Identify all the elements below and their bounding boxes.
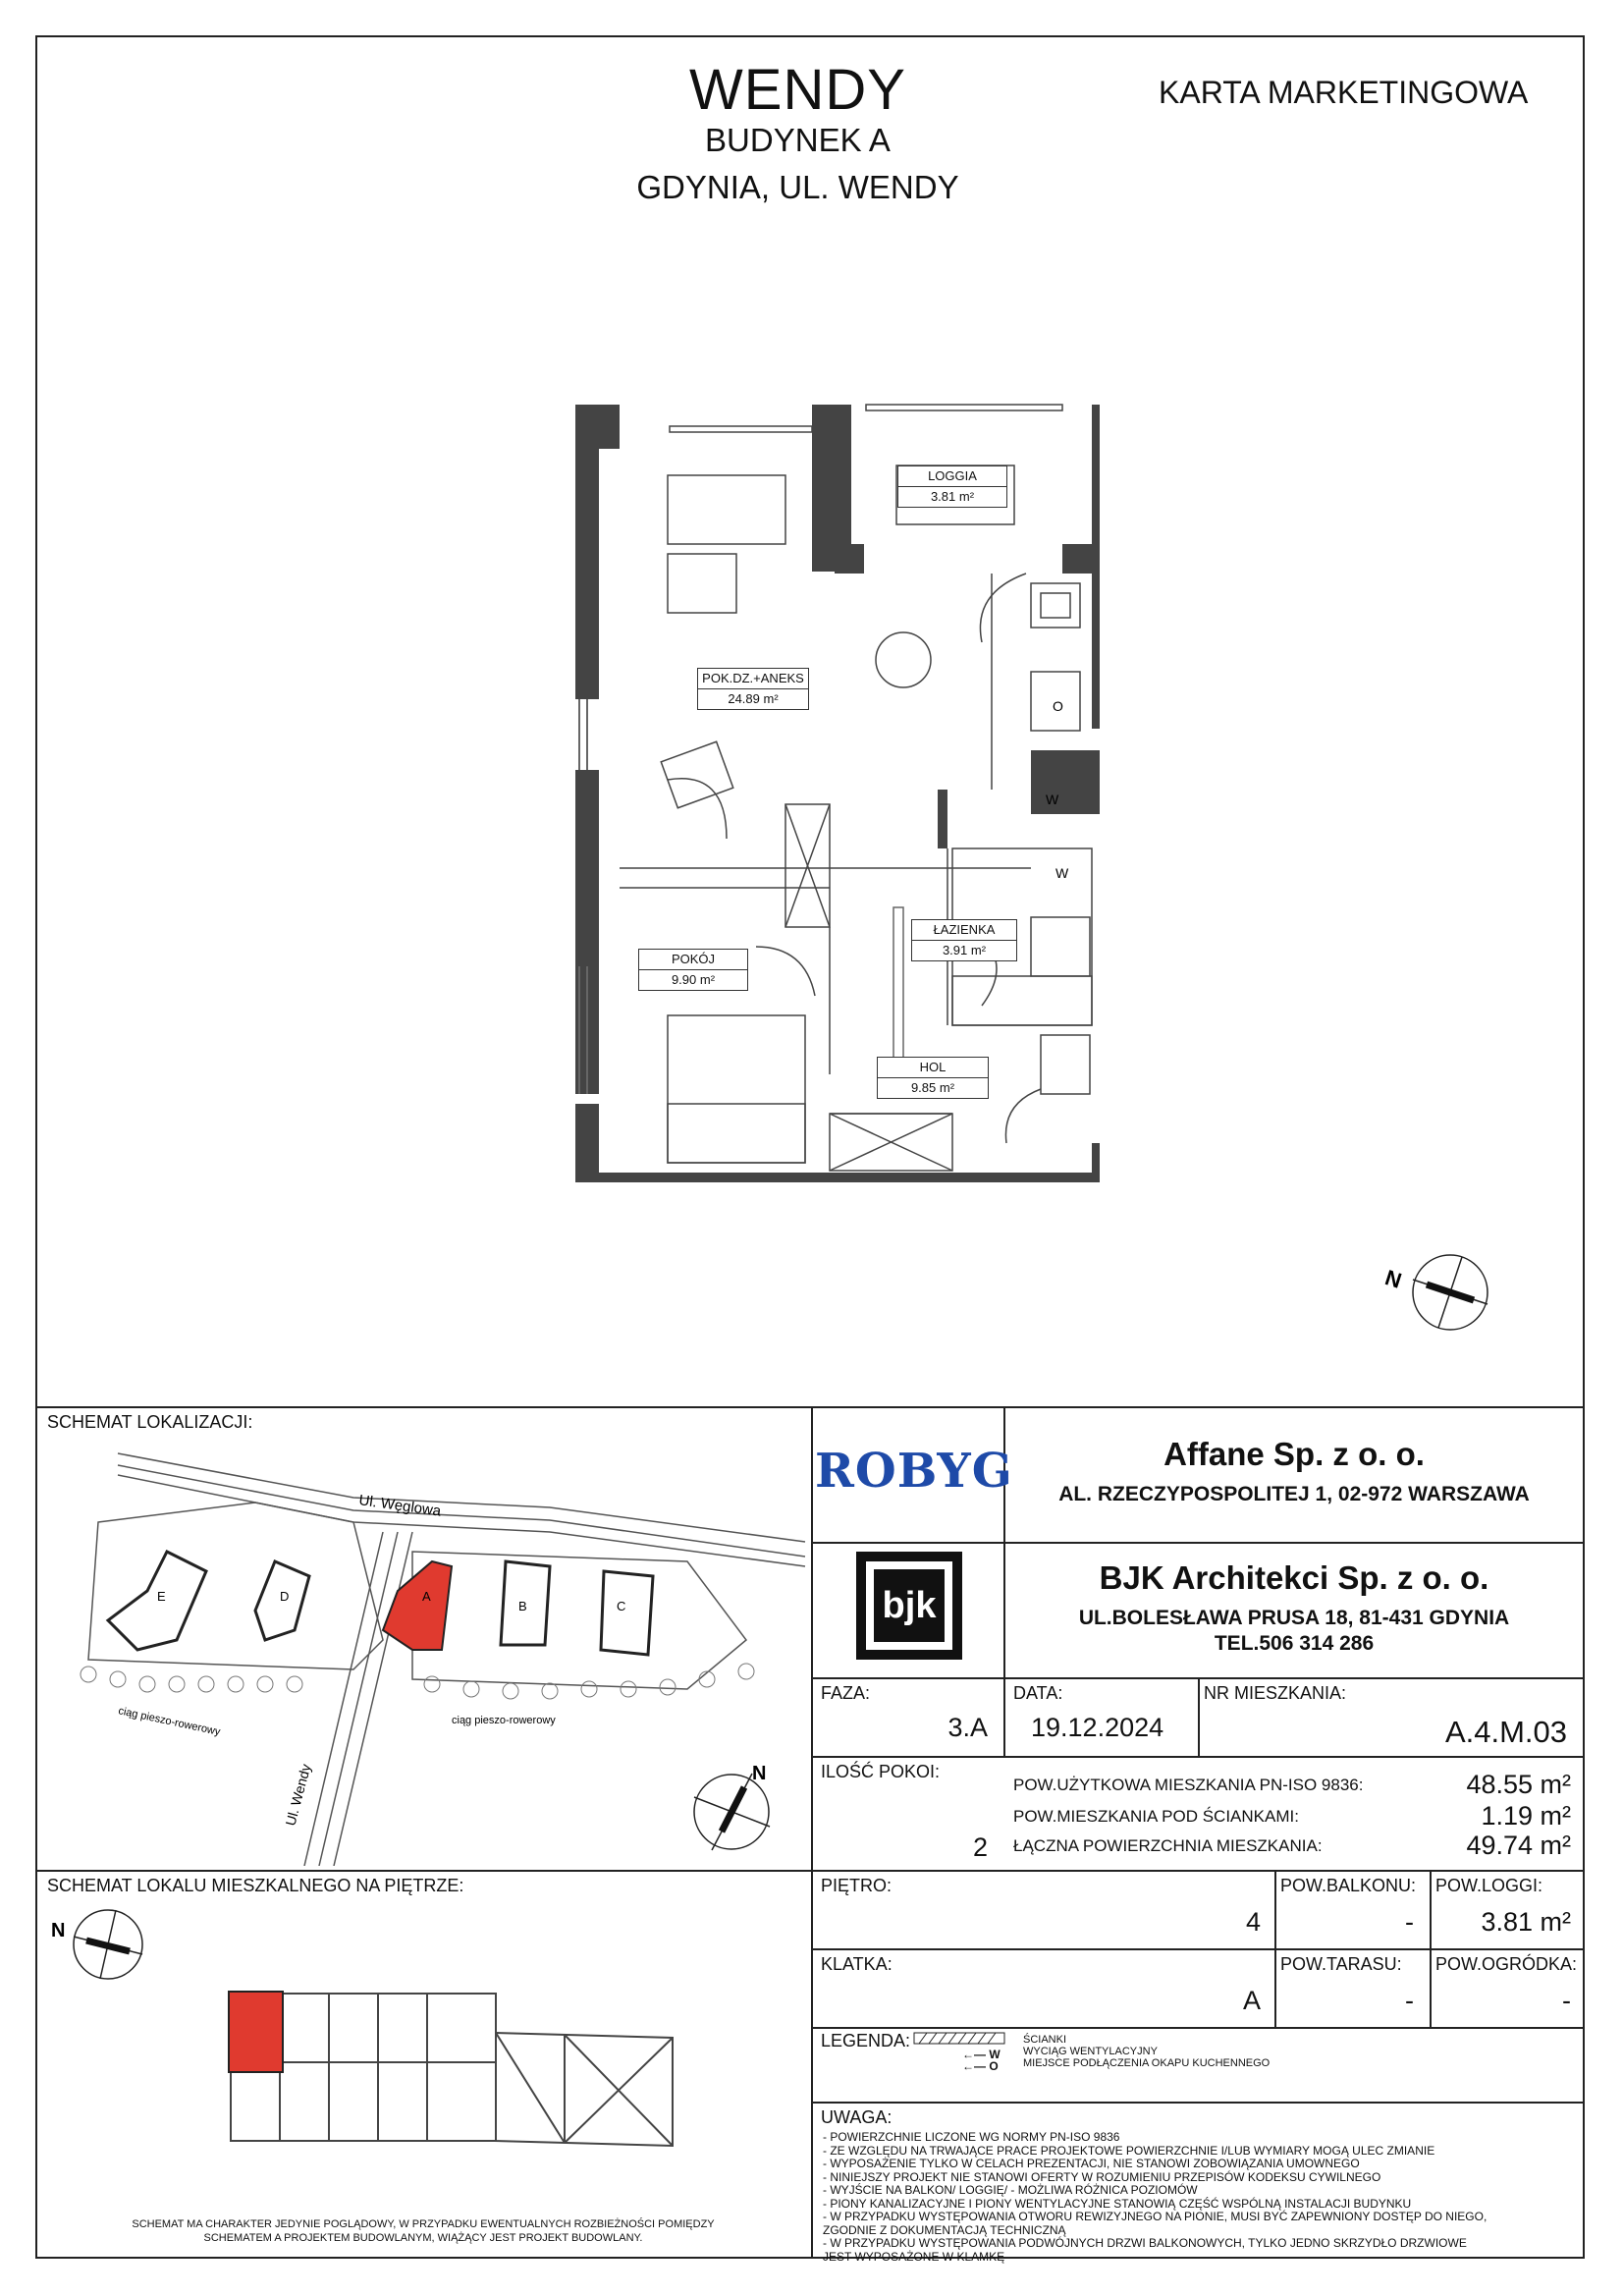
- vent-marker: W: [1046, 792, 1059, 807]
- legend-title: LEGENDA:: [821, 2031, 911, 2050]
- klatka-label: KLATKA:: [821, 1954, 893, 1974]
- svg-text:D: D: [280, 1589, 290, 1604]
- vent-marker-2: W: [1055, 865, 1069, 881]
- pow-laczna-value: 49.74 m²: [1466, 1831, 1571, 1860]
- robyg-logo: ROBYG: [815, 1444, 1013, 1499]
- room-hall: HOL 9.85 m²: [877, 1057, 989, 1099]
- north-compass-icon: [1380, 1247, 1492, 1336]
- pow-scianki-value: 1.19 m²: [1481, 1801, 1571, 1831]
- klatka-value: A: [1242, 1986, 1261, 2015]
- card-type-label: KARTA MARKETINGOWA: [1159, 75, 1529, 110]
- ogrodek-label: POW.OGRÓDKA:: [1435, 1954, 1578, 1974]
- legend-arrow-icons: ←— W ←— O: [962, 2048, 1001, 2073]
- pow-uzytkowa-value: 48.55 m²: [1466, 1770, 1571, 1799]
- balkon-label: POW.BALKONU:: [1280, 1876, 1417, 1895]
- architect-name: BJK Architekci Sp. z o. o.: [1099, 1559, 1489, 1596]
- data-value: 19.12.2024: [1031, 1713, 1164, 1742]
- architect-phone: TEL.506 314 286: [1214, 1632, 1375, 1655]
- bjk-logo: bjk: [856, 1552, 962, 1660]
- legend-items: ŚCIANKI WYCIĄG WENTYLACYJNY MIEJSCE PODŁĄCZENIA OKAPU KUCHENNEGO: [1023, 2034, 1271, 2069]
- floor-schema-map: [221, 1984, 682, 2151]
- loggia-label: POW.LOGGI:: [1435, 1876, 1543, 1895]
- pow-scianki-label: POW.MIESZKANIA POD ŚCIANKAMI:: [1013, 1807, 1299, 1826]
- taras-value: -: [1405, 1986, 1414, 2015]
- svg-text:ciąg pieszo-rowerowy: ciąg pieszo-rowerowy: [117, 1705, 222, 1738]
- location-compass-icon: [687, 1758, 785, 1856]
- svg-text:B: B: [518, 1599, 527, 1613]
- pow-laczna-label: ŁĄCZNA POWIERZCHNIA MIESZKANIA:: [1013, 1836, 1323, 1855]
- nr-label: NR MIESZKANIA:: [1204, 1683, 1347, 1703]
- address-label: GDYNIA, UL. WENDY: [636, 169, 959, 205]
- developer-name: Affane Sp. z o. o.: [1163, 1436, 1425, 1472]
- svg-text:E: E: [157, 1589, 166, 1604]
- floor-compass-icon: [49, 1905, 157, 1984]
- room-loggia: LOGGIA 3.81 m²: [897, 465, 1007, 508]
- balkon-value: -: [1405, 1907, 1414, 1937]
- floor-schema-title: SCHEMAT LOKALU MIESZKALNEGO NA PIĘTRZE:: [47, 1876, 464, 1895]
- room-living: POK.DZ.+ANEKS 24.89 m²: [697, 668, 809, 710]
- svg-text:N: N: [51, 1920, 66, 1941]
- svg-text:N: N: [752, 1763, 767, 1784]
- walls-legend-icon: [913, 2031, 1007, 2047]
- svg-text:A: A: [422, 1589, 431, 1604]
- developer-address: AL. RZECZYPOSPOLITEJ 1, 02-972 WARSZAWA: [1058, 1483, 1530, 1505]
- data-label: DATA:: [1013, 1683, 1063, 1703]
- notes-title: UWAGA:: [821, 2107, 893, 2127]
- room-bathroom: ŁAZIENKA 3.91 m²: [911, 919, 1017, 961]
- svg-text:Ul. Wendy: Ul. Wendy: [282, 1762, 314, 1828]
- floor-plan: [569, 397, 1100, 1182]
- ogrodek-value: -: [1562, 1986, 1571, 2015]
- pokoje-label: ILOŚĆ POKOI:: [821, 1762, 941, 1781]
- hood-marker: O: [1053, 698, 1063, 714]
- room-bedroom: POKÓJ 9.90 m²: [638, 949, 748, 991]
- floor-schema-footnote: SCHEMAT MA CHARAKTER JEDYNIE POGLĄDOWY, W PRZYPADKU EWENTUALNYCH ROZBIEŻNOŚCI POMIĘDZY SCHEMATEM A PROJEKTEM BUDOWLANYM, WIĄŻĄCY JEST PROJEKT BUDOWLANY.: [132, 2218, 715, 2244]
- architect-address: UL.BOLESŁAWA PRUSA 18, 81-431 GDYNIA: [1078, 1607, 1510, 1629]
- building-label: BUDYNEK A: [705, 122, 891, 158]
- faza-value: 3.A: [947, 1713, 988, 1742]
- svg-text:C: C: [617, 1599, 626, 1613]
- nr-value: A.4.M.03: [1444, 1715, 1567, 1749]
- location-schema-title: SCHEMAT LOKALIZACJI:: [47, 1412, 253, 1432]
- loggia-value: 3.81 m²: [1481, 1907, 1571, 1937]
- faza-label: FAZA:: [821, 1683, 871, 1703]
- notes-list: - POWIERZCHNIE LICZONE WG NORMY PN-ISO 9836 - ZE WZGLĘDU NA TRWAJĄCE PRACE PROJEKTOWE POWIERZCHNIE I/LUB WYMIARY MOGĄ ULEC ZMIANIE - WYPOSAŻENIE TYLKO W CELACH PREZENTACJI, NIE STANOWI ZOBOWIĄZANIA UMOWNEGO - NINIEJSZY PROJEKT NIE STANOWI OFERTY W ROZUMIENIU PRZEPISÓW KODEKSU CYWILNEGO - WYJŚCIE NA BALKON/ LOGGIĘ/ - MOŻLIWA RÓŻNICA POZIOMÓW - PIONY KANALIZACYJNE I PIONY WENTYLACYJNE STANOWIĄ CZĘŚĆ WSPÓLNĄ INSTALACJI BUDYNKU - W PRZYPADKU WYSTĘPOWANIA OTWORU REWIZYJNEGO NA PIONIE, MUSI BYĆ ZAPEWNIONY DOSTĘP DO NIEGO, ZGODNIE Z DOKUMENTACJĄ TECHNICZNĄ - W PRZYPADKU WYSTĘPOWANIA PODWÓJNYCH DRZWI BALKONOWYCH, TYLKO JEDNO SKRZYDŁO DRZWIOWE JEST WYPOSAŻONE W KLAMKĘ: [823, 2130, 1488, 2264]
- svg-text:Ul. Węglowa: Ul. Węglowa: [357, 1492, 443, 1520]
- svg-text:ciąg pieszo-rowerowy: ciąg pieszo-rowerowy: [452, 1715, 556, 1726]
- pokoje-value: 2: [972, 1832, 988, 1862]
- svg-text:N: N: [1381, 1265, 1405, 1293]
- pietro-label: PIĘTRO:: [821, 1876, 893, 1895]
- project-title: WENDY: [689, 58, 906, 122]
- taras-label: POW.TARASU:: [1280, 1954, 1402, 1974]
- pietro-value: 4: [1245, 1907, 1261, 1937]
- pow-uzytkowa-label: POW.UŻYTKOWA MIESZKANIA PN-ISO 9836:: [1013, 1776, 1364, 1794]
